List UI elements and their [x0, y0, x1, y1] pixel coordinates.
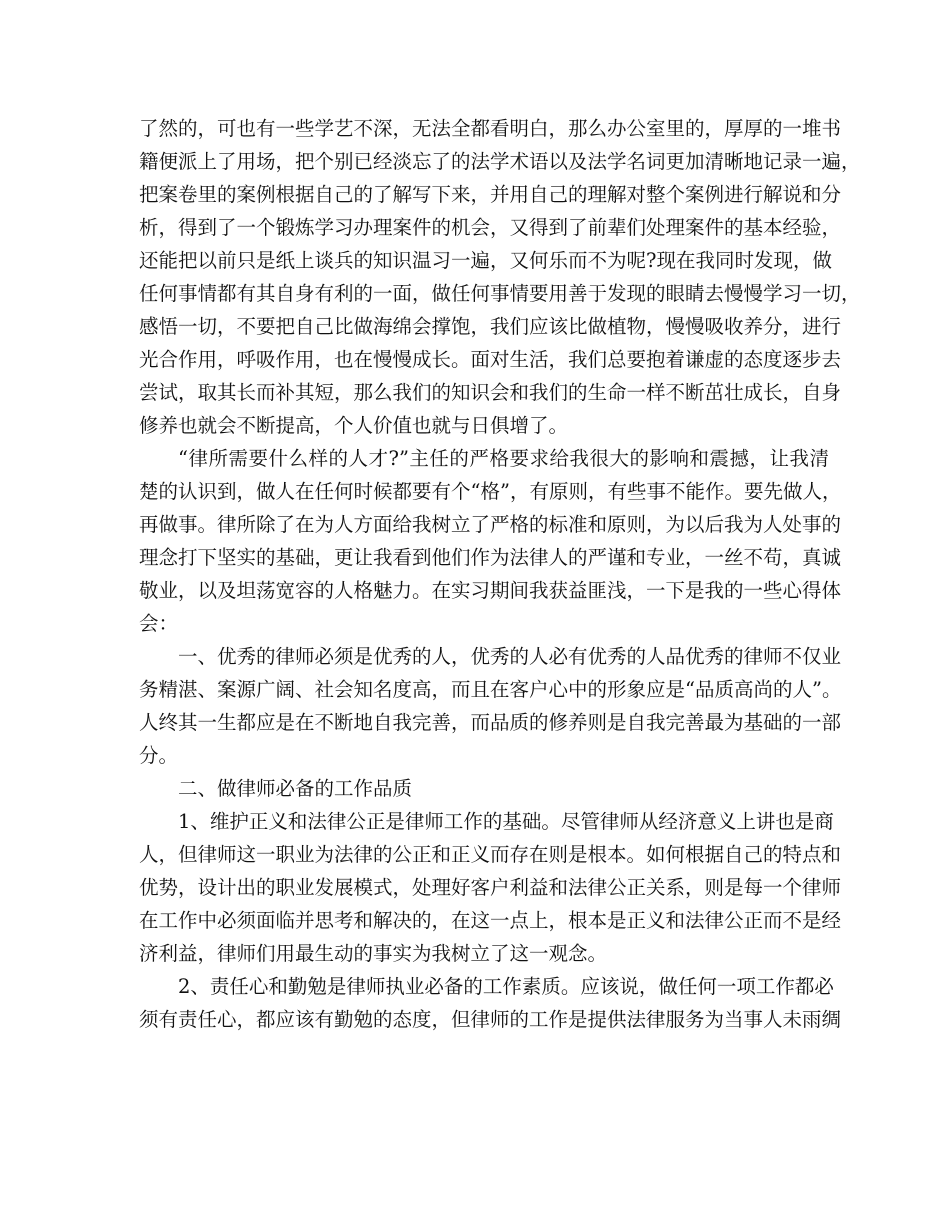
text-line: 光合作用，呼吸作用，也在慢慢成长。面对生活，我们总要抱着谦虚的态度逐步去	[139, 348, 842, 371]
text-line: 人终其一生都应是在不断地自我完善，而品质的修养则是自我完善最为基础的一部	[139, 711, 842, 734]
paragraph-first-line: 2、责任心和勤勉是律师执业必备的工作素质。应该说，做任何一项工作都必	[178, 975, 834, 998]
paragraph-first-line: 一、优秀的律师必须是优秀的人，优秀的人必有优秀的人品优秀的律师不仅业	[178, 645, 842, 668]
paragraph-first-line: 1、维护正义和法律公正是律师工作的基础。尽管律师从经济意义上讲也是商	[178, 810, 834, 833]
text-line: 务精湛、案源广阔、社会知名度高，而且在客户心中的形象应是“品质高尚的人”。	[139, 678, 842, 701]
section-heading: 二、做律师必备的工作品质	[178, 777, 413, 800]
text-line: 还能把以前只是纸上谈兵的知识温习一遍，又何乐而不为呢?现在我同时发现，做	[139, 249, 832, 272]
text-line: 分。	[139, 744, 179, 767]
paragraph-first-line: “律所需要什么样的人才?”主任的严格要求给我很大的影响和震撼，让我清	[178, 447, 829, 470]
text-line: 把案卷里的案例根据自己的了解写下来，并用自己的理解对整个案例进行解说和分	[139, 183, 842, 206]
text-line: 籍便派上了用场，把个别已经淡忘了的法学术语以及法学名词更加清晰地记录一遍，	[139, 150, 861, 173]
text-line: 理念打下坚实的基础，更让我看到他们作为法律人的严谨和专业，一丝不苟，真诚	[139, 546, 842, 569]
text-line: 任何事情都有其自身有利的一面，做任何事情要用善于发现的眼睛去慢慢学习一切，	[139, 282, 861, 305]
text-line: 修养也就会不断提高，个人价值也就与日俱增了。	[139, 414, 569, 437]
text-line: 感悟一切，不要把自己比做海绵会撑饱，我们应该比做植物，慢慢吸收养分，进行	[139, 315, 842, 338]
text-line: 敬业，以及坦荡宽容的人格魅力。在实习期间我获益匪浅，一下是我的一些心得体	[139, 579, 842, 602]
text-line: 优势，设计出的职业发展模式，处理好客户利益和法律公正关系，则是每一个律师	[139, 876, 842, 899]
text-line: 了然的，可也有一些学艺不深，无法全都看明白，那么办公室里的，厚厚的一堆书	[139, 117, 842, 140]
text-line: 尝试，取其长而补其短，那么我们的知识会和我们的生命一样不断茁壮成长，自身	[139, 381, 842, 404]
document-body	[139, 112, 861, 1036]
text-line: 会：	[139, 612, 179, 635]
text-line: 须有责任心，都应该有勤勉的态度，但律师的工作是提供法律服务为当事人未雨绸	[139, 1008, 842, 1031]
text-line: 楚的认识到，做人在任何时候都要有个“格”，有原则，有些事不能作。要先做人，	[139, 480, 842, 503]
text-line: 析，得到了一个锻炼学习办理案件的机会，又得到了前辈们处理案件的基本经验，	[139, 216, 842, 239]
text-line: 再做事。律所除了在为人方面给我树立了严格的标准和原则，为以后我为人处事的	[139, 513, 842, 536]
text-line: 人，但律师这一职业为法律的公正和正义而存在则是根本。如何根据自己的特点和	[139, 843, 842, 866]
text-line: 在工作中必须面临并思考和解决的，在这一点上，根本是正义和法律公正而不是经	[139, 909, 842, 932]
text-line: 济利益，律师们用最生动的事实为我树立了这一观念。	[139, 942, 608, 965]
